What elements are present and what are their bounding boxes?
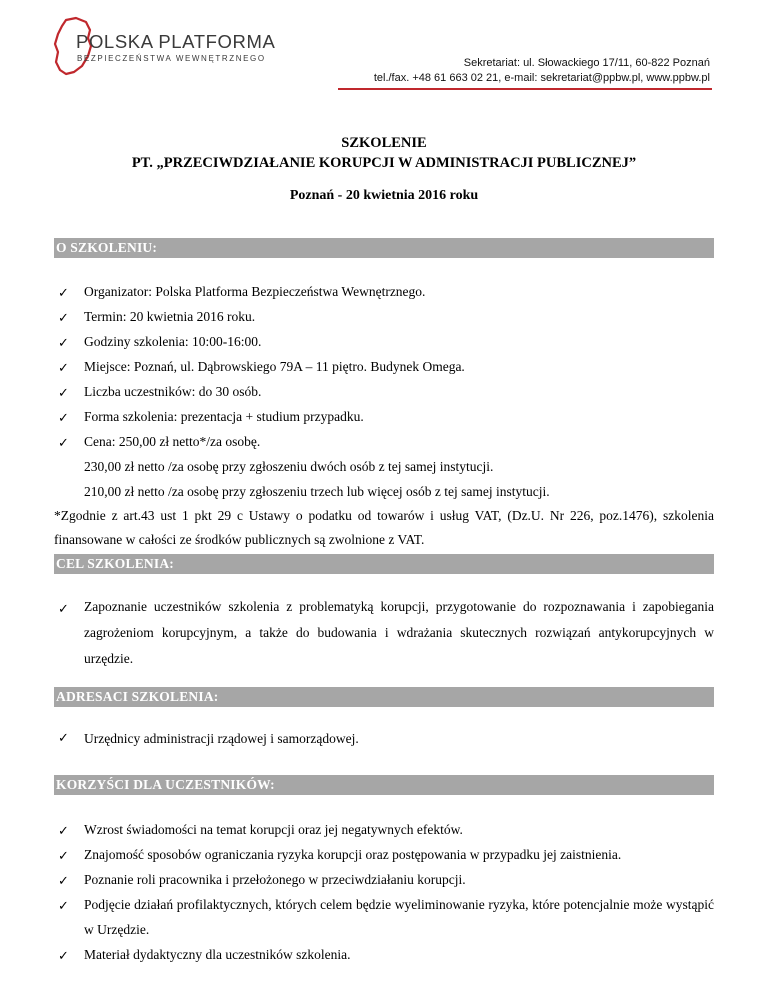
check-icon: ✓ (58, 899, 69, 914)
vat-note: *Zgodnie z art.43 ust 1 pkt 29 c Ustawy o podatku od towarów i usług VAT, (Dz.U. Nr 226, poz.1476), szkolenia finansowane w całości ze środków publicznych są zwolnione z VAT. (54, 508, 714, 547)
check-icon: ✓ (58, 411, 69, 426)
check-icon: ✓ (58, 361, 69, 376)
list-item: ✓ Termin: 20 kwietnia 2016 roku. (58, 304, 714, 329)
letterhead (0, 0, 768, 92)
check-icon: ✓ (58, 336, 69, 351)
contact-phone-email: tel./fax. +48 61 663 02 21, e-mail: sekretariat@ppbw.pl, www.ppbw.pl (373, 72, 710, 84)
list-item: ✓ Urzędnicy administracji rządowej i samorządowej. (58, 728, 714, 750)
section-heading-goal: CEL SZKOLENIA: (54, 554, 714, 574)
header-divider (338, 88, 712, 90)
check-icon: ✓ (58, 286, 69, 301)
price-line: 210,00 zł netto /za osobę przy zgłoszeniu trzech lub więcej osób z tej samej instytucji. (84, 484, 550, 499)
logo-subtitle: BEZPIECZEŃSTWA WEWNĘTRZNEGO (77, 54, 266, 63)
logo-title: POLSKA PLATFORMA (76, 31, 276, 52)
benefits-list (58, 817, 714, 967)
list-item: ✓ Liczba uczestników: do 30 osób. (58, 379, 714, 404)
check-icon: ✓ (58, 731, 69, 746)
section-heading-benefits: KORZYŚCI DLA UCZESTNIKÓW: (54, 775, 714, 795)
list-item: ✓ Zapoznanie uczestników szkolenia z problematyką korupcji, przygotowanie do rozpoznawania i zapobiegania zagrożeniom korupcyjnym, a także do budowania i wdrażania skutecznych rozwiązań antykorupcyjnych w urzędzie. (58, 599, 714, 666)
price-line: 230,00 zł netto /za osobę przy zgłoszeniu dwóch osób z tej samej instytucji. (84, 459, 494, 474)
check-icon: ✓ (58, 311, 69, 326)
goal-list (58, 594, 714, 672)
check-icon: ✓ (58, 386, 69, 401)
contact-address: Sekretariat: ul. Słowackiego 17/11, 60-822 Poznań (463, 57, 710, 69)
audience-list (58, 728, 714, 750)
list-item: ✓ Wzrost świadomości na temat korupcji oraz jej negatywnych efektów. (58, 817, 714, 842)
check-icon: ✓ (58, 874, 69, 889)
check-icon: ✓ (58, 436, 69, 451)
list-item: ✓ Cena: 250,00 zł netto*/za osobę. (58, 429, 714, 454)
section-heading-audience: ADRESACI SZKOLENIA: (54, 687, 714, 707)
about-list (58, 279, 714, 504)
check-icon: ✓ (58, 602, 69, 617)
check-icon: ✓ (58, 949, 69, 964)
list-item: ✓ Miejsce: Poznań, ul. Dąbrowskiego 79A – 11 piętro. Budynek Omega. (58, 354, 714, 379)
event-date: Poznań - 20 kwietnia 2016 roku (289, 188, 479, 203)
title-line-2: PT. „PRZECIWDZIAŁANIE KORUPCJI W ADMINISTRACJI PUBLICZNEJ” (131, 155, 637, 171)
list-item: ✓ Podjęcie działań profilaktycznych, których celem będzie wyeliminowanie ryzyka, które potencjalnie może wystąpić w Urzędzie. (58, 892, 714, 942)
list-item: ✓ Poznanie roli pracownika i przełożonego w przeciwdziałaniu korupcji. (58, 867, 714, 892)
list-item: ✓ Godziny szkolenia: 10:00-16:00. (58, 329, 714, 354)
list-item: ✓ Materiał dydaktyczny dla uczestników szkolenia. (58, 942, 714, 967)
list-item: ✓ Forma szkolenia: prezentacja + studium przypadku. (58, 404, 714, 429)
list-item: ✓ Organizator: Polska Platforma Bezpieczeństwa Wewnętrznego. (58, 279, 714, 304)
ppbw-logo (52, 16, 282, 86)
check-icon: ✓ (58, 824, 69, 839)
title-line-1: SZKOLENIE (341, 135, 427, 151)
section-heading-about: O SZKOLENIU: (54, 238, 714, 258)
check-icon: ✓ (58, 849, 69, 864)
list-item: ✓ Znajomość sposobów ograniczania ryzyka korupcji oraz postępowania w przypadku jej zaistnienia. (58, 842, 714, 867)
document-title (0, 133, 768, 173)
